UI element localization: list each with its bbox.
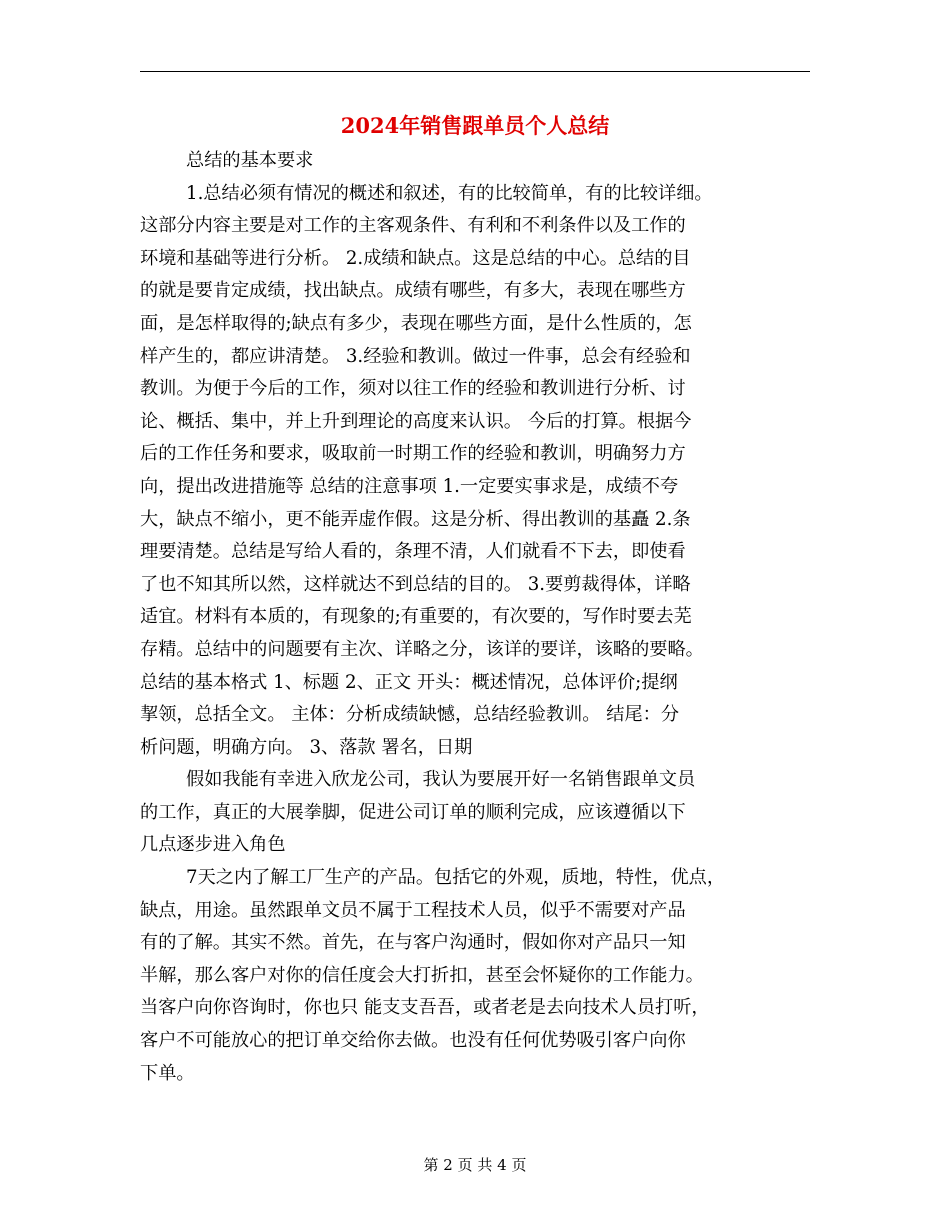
paragraph-line: 当客户向你咨询时，你也只 能支支吾吾，或者老是去向技术人员打听， bbox=[140, 997, 710, 1019]
body-line: 大，缺点不缩小，更不能弄虚作假。这是分析、得出教训的基矗 2.条 bbox=[140, 508, 691, 530]
body-line: 论、概括、集中，并上升到理论的高度来认识。 今后的打算。根据今 bbox=[140, 410, 692, 432]
body-line: 1.总结必须有情况的概述和叙述，有的比较简单，有的比较详细。 bbox=[186, 182, 713, 204]
document-title: 2024年销售跟单员个人总结 bbox=[340, 113, 610, 138]
body-line: 向，提出改进措施等 总结的注意事项 1.一定要实事求是，成绩不夸 bbox=[140, 475, 679, 497]
body-line: 后的工作任务和要求，吸取前一时期工作的经验和教训，明确努力方 bbox=[140, 443, 686, 465]
body-line: 教训。为便于今后的工作，须对以往工作的经验和教训进行分析、讨 bbox=[140, 378, 686, 400]
paragraph-line: 假如我能有幸进入欣龙公司，我认为要展开好一名销售跟单文员 bbox=[186, 769, 696, 791]
body-line: 挈领，总括全文。 主体：分析成绩缺憾，总结经验教训。 结尾：分 bbox=[140, 704, 680, 726]
document-body bbox=[140, 145, 812, 1090]
paragraph-line: 半解，那么客户对你的信任度会大打折扣，甚至会怀疑你的工作能力。 bbox=[140, 964, 704, 986]
body-line: 样产生的，都应讲清楚。 3.经验和教训。做过一件事，总会有经验和 bbox=[140, 345, 691, 367]
body-line: 适宜。材料有本质的，有现象的;有重要的，有次要的，写作时要去芜 bbox=[140, 606, 692, 628]
body-line: 了也不知其所以然，这样就达不到总结的目的。 3.要剪裁得体，详略 bbox=[140, 573, 691, 595]
header-rule bbox=[140, 71, 810, 72]
body-line: 总结的基本格式 1、标题 2、正文 开头：概述情况，总体评价;提纲 bbox=[140, 671, 678, 693]
body-line: 环境和基础等进行分析。 2.成绩和缺点。这是总结的中心。总结的目 bbox=[140, 247, 691, 269]
body-line: 面，是怎样取得的;缺点有多少，表现在哪些方面，是什么性质的，怎 bbox=[140, 312, 692, 334]
paragraph-line: 7天之内了解工厂生产的产品。包括它的外观，质地，特性，优点， bbox=[186, 867, 726, 889]
body-line: 析问题，明确方向。 3、落款 署名，日期 bbox=[140, 736, 473, 758]
paragraph-line: 客户不可能放心的把订单交给你去做。也没有任何优势吸引客户向你 bbox=[140, 1030, 686, 1052]
paragraph-line: 缺点，用途。虽然跟单文员不属于工程技术人员，似乎不需要对产品 bbox=[140, 899, 686, 921]
page-number-footer: 第 2 页 共 4 页 bbox=[423, 1156, 527, 1174]
body-line: 的就是要肯定成绩，找出缺点。成绩有哪些，有多大，表现在哪些方 bbox=[140, 280, 686, 302]
paragraph-line: 的工作，真正的大展拳脚，促进公司订单的顺利完成，应该遵循以下 bbox=[140, 801, 686, 823]
paragraph-line: 有的了解。其实不然。首先，在与客户沟通时，假如你对产品只一知 bbox=[140, 932, 686, 954]
paragraph-line: 几点逐步进入角色 bbox=[140, 834, 286, 856]
body-line: 理要清楚。总结是写给人看的，条理不清，人们就看不下去，即使看 bbox=[140, 541, 686, 563]
section-heading-requirements: 总结的基本要求 bbox=[186, 150, 314, 171]
body-line: 存精。总结中的问题要有主次、详略之分，该详的要详，该略的要略。 bbox=[140, 638, 704, 660]
paragraph-line: 下单。 bbox=[140, 1062, 195, 1084]
body-line: 这部分内容主要是对工作的主客观条件、有利和不利条件以及工作的 bbox=[140, 215, 686, 237]
